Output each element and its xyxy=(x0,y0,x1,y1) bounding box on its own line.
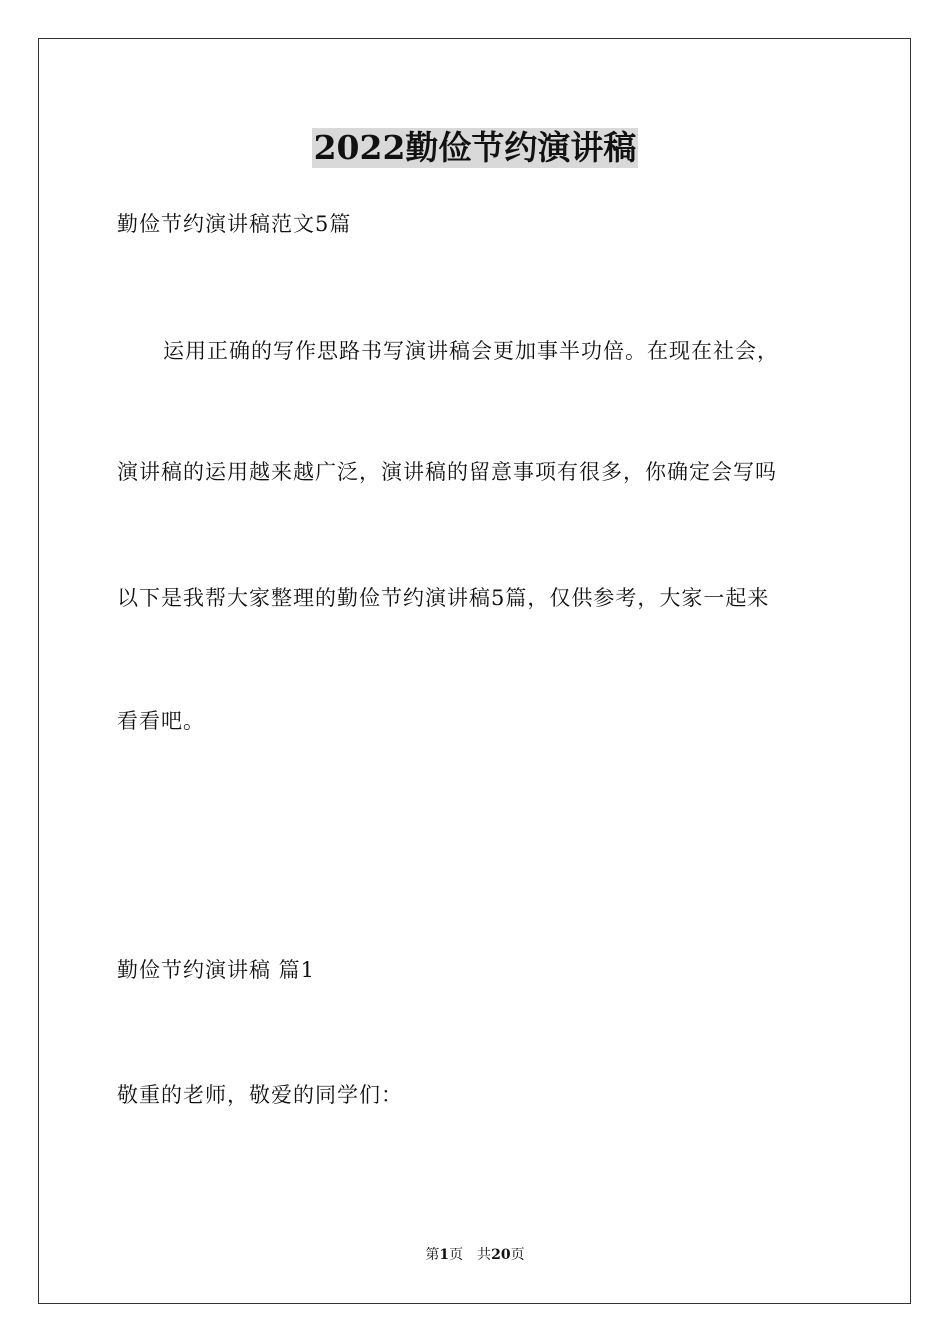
intro-line-3: 以下是我帮大家整理的勤俭节约演讲稿5篇，仅供参考，大家一起来 xyxy=(117,586,770,610)
page-number: 1 xyxy=(439,1247,450,1263)
salutation: 敬重的老师，敬爱的同学们： xyxy=(117,1083,403,1107)
total-pages: 20 xyxy=(491,1247,511,1263)
intro-line-4: 看看吧。 xyxy=(117,709,205,733)
total-prefix: 共 xyxy=(477,1247,492,1263)
page-prefix: 第 xyxy=(425,1247,440,1263)
page-footer xyxy=(0,1246,950,1264)
document-subtitle: 勤俭节约演讲稿范文5篇 xyxy=(117,212,352,236)
intro-line-2: 演讲稿的运用越来越广泛，演讲稿的留意事项有很多，你确定会写吗 xyxy=(117,460,777,484)
page-suffix: 页 xyxy=(449,1247,464,1263)
document-title: 2022勤俭节约演讲稿 xyxy=(313,128,637,167)
total-suffix: 页 xyxy=(510,1247,525,1263)
title-container xyxy=(0,128,950,168)
intro-line-1: 运用正确的写作思路书写演讲稿会更加事半功倍。在现在社会， xyxy=(163,339,779,363)
section-heading: 勤俭节约演讲稿 篇1 xyxy=(117,958,316,982)
